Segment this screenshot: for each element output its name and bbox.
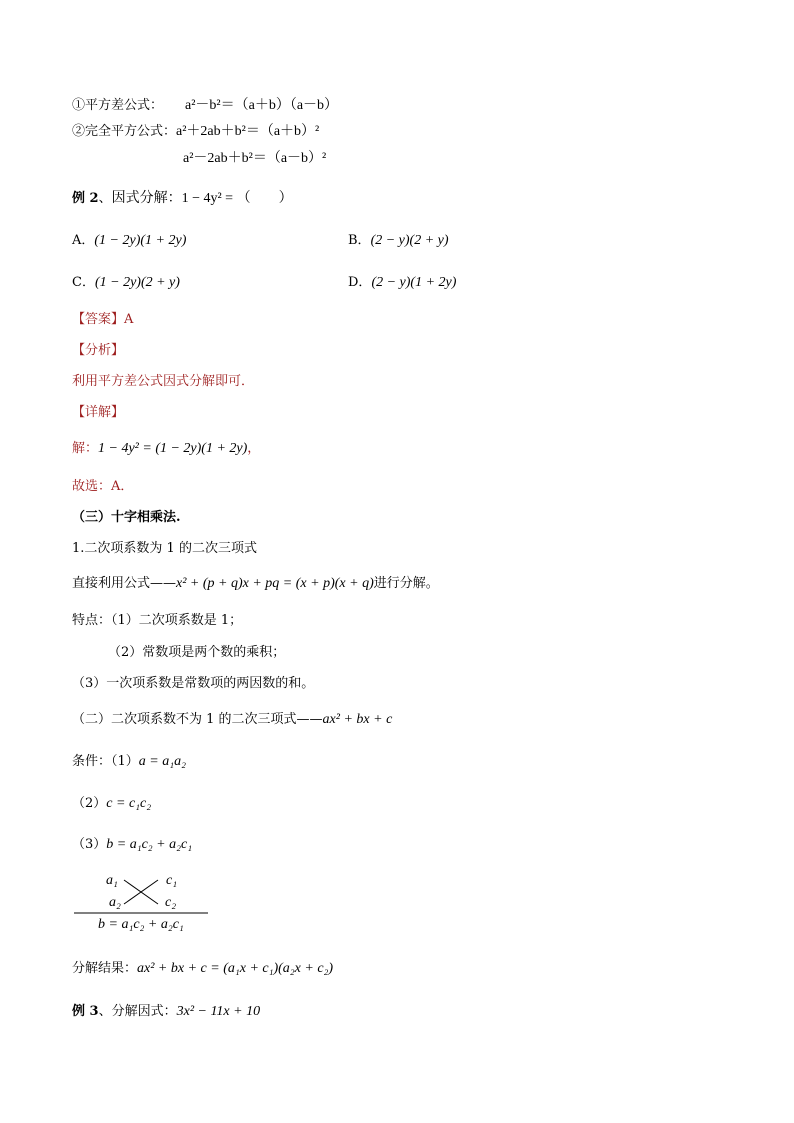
direct-formula: x² + (p + q)x + pq = (x + p)(x + q) — [176, 576, 374, 591]
option-expression: (2 − y)(1 + 2y) — [371, 275, 457, 290]
answer-value: A — [124, 312, 134, 327]
example2-question — [72, 190, 293, 208]
feature-3: （3）一次项系数是常数项的两因数的和。 — [72, 676, 315, 691]
cross-a2: a₂ — [109, 895, 121, 910]
condition-formula: a = a₁a₂ — [138, 754, 186, 769]
formula-label: ②完全平方公式： — [72, 124, 177, 139]
direct-formula-line — [72, 575, 439, 593]
formula-perfect-square — [72, 123, 319, 141]
solution-prefix: 解： — [72, 441, 99, 456]
item2-formula: ax² + bx + c — [322, 712, 393, 727]
formula-perfect-square-2 — [183, 150, 326, 168]
result-prefix: 分解结果： — [72, 961, 138, 976]
solution-line — [72, 440, 260, 458]
option-expression: (1 − 2y)(1 + 2y) — [94, 233, 187, 248]
example-label: 例 3 — [72, 1004, 99, 1019]
choice-line: 故选：A． — [72, 479, 134, 494]
condition-prefix: （2） — [72, 796, 107, 811]
cross-a1: a₁ — [106, 873, 118, 888]
cross-c1: c₁ — [166, 873, 178, 888]
option-b — [348, 232, 449, 250]
formula-expression: a²－2ab＋b²＝（a－b）² — [183, 151, 327, 166]
option-d — [348, 274, 456, 292]
condition-3 — [72, 836, 192, 854]
option-c — [72, 274, 180, 292]
result-formula: ax² + bx + c = (a₁x + c₁)(a₂x + c₂) — [137, 961, 334, 976]
question-expression: 3x² − 11x + 10 — [176, 1004, 261, 1019]
direct-prefix: 直接利用公式—— — [72, 576, 177, 591]
example-label: 例 2 — [72, 191, 99, 206]
formula-expression: a²＋2ab＋b²＝（a＋b）² — [176, 124, 320, 139]
cross-c2: c₂ — [165, 895, 177, 910]
example-separator: 、 — [98, 1004, 112, 1019]
direct-suffix: 进行分解。 — [373, 576, 439, 591]
answer-tag: 【答案】 — [72, 312, 125, 327]
result-line — [72, 960, 333, 978]
formula-label: ①平方差公式： — [72, 98, 164, 113]
section-item-2 — [72, 711, 392, 729]
cross-diagram — [72, 868, 212, 938]
formula-expression: a²－b²＝（a＋b）（a－b） — [185, 98, 339, 113]
option-letter: A． — [72, 233, 95, 248]
analysis-tag: 【分析】 — [72, 343, 125, 358]
condition-prefix: 条件：（1） — [72, 754, 139, 769]
condition-formula: b = a₁c₂ + a₂c₁ — [106, 837, 193, 852]
condition-prefix: （3） — [72, 837, 107, 852]
analysis-text: 利用平方差公式因式分解即可． — [72, 374, 255, 389]
cross-result: b = a₁c₂ + a₂c₁ — [98, 917, 184, 932]
solution-suffix: ， — [247, 441, 261, 456]
section-item-1: 1.二次项系数为 1 的二次三项式 — [72, 541, 257, 556]
detail-tag: 【详解】 — [72, 405, 125, 420]
formula-difference-of-squares — [72, 97, 338, 115]
answer-line — [72, 311, 133, 329]
condition-1 — [72, 753, 186, 771]
question-text: 因式分解：1 − 4y² = （ ） — [111, 191, 293, 206]
feature-1: 特点：（1）二次项系数是 1； — [72, 613, 243, 628]
option-letter: D． — [348, 275, 372, 290]
item2-prefix: （二）二次项系数不为 1 的二次三项式—— — [72, 712, 323, 727]
feature-2: （2）常数项是两个数的乘积； — [108, 645, 286, 660]
condition-2 — [72, 795, 151, 813]
option-a — [72, 232, 186, 250]
condition-formula: c = c₁c₂ — [106, 796, 152, 811]
option-letter: B． — [348, 233, 371, 248]
option-expression: (2 − y)(2 + y) — [370, 233, 449, 248]
option-letter: C． — [72, 275, 95, 290]
solution-expression: 1 − 4y² = (1 − 2y)(1 + 2y) — [98, 441, 248, 456]
example3-question — [72, 1003, 260, 1021]
section-heading: （三）十字相乘法. — [72, 510, 181, 525]
option-expression: (1 − 2y)(2 + y) — [94, 275, 180, 290]
example-separator: 、 — [98, 191, 112, 206]
question-prefix: 分解因式： — [111, 1004, 177, 1019]
